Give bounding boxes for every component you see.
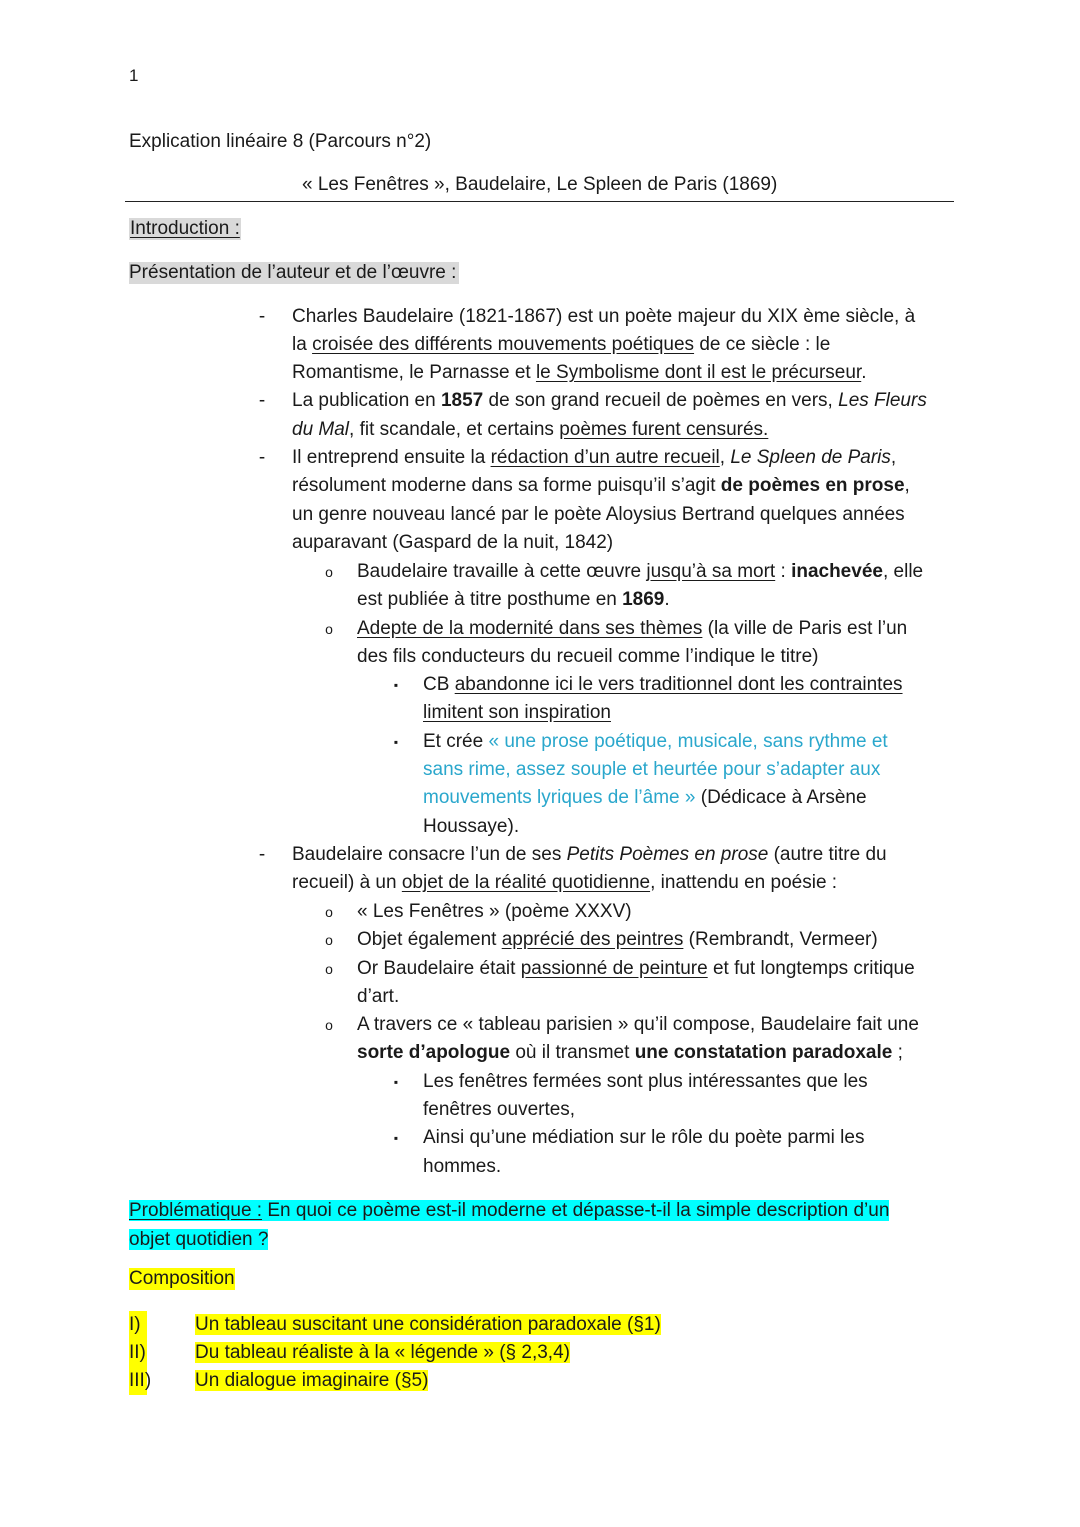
- list-item-line: Baudelaire travaille à cette œuvre jusqu’à sa mort : inachevée, elle: [357, 561, 924, 582]
- problematique-text: En quoi ce poème est-il moderne et dépasse-t-il la simple description d’un: [262, 1200, 890, 1221]
- list-item-line: Objet également apprécié des peintres (Rembrandt, Vermeer): [357, 929, 878, 950]
- list-item-line: Or Baudelaire était passionné de peinture et fut longtemps critique: [357, 958, 915, 979]
- list-item-line: du Mal, fit scandale, et certains poèmes furent censurés.: [292, 419, 769, 440]
- list-item-line: sorte d’apologue où il transmet une constatation paradoxale ;: [357, 1042, 903, 1063]
- dash-bullet: -: [258, 844, 266, 865]
- composition-heading: Composition: [129, 1268, 235, 1289]
- dash-bullet: -: [258, 390, 266, 411]
- circle-bullet: o: [325, 932, 333, 948]
- list-item-line: Adepte de la modernité dans ses thèmes (la ville de Paris est l’un: [357, 618, 908, 639]
- quote-line: sans rime, assez souple et heurtée pour s’adapter aux: [423, 759, 881, 780]
- list-item-line: est publiée à titre posthume en 1869.: [357, 589, 670, 610]
- list-item-line: Charles Baudelaire (1821-1867) est un poète majeur du XIX ème siècle, à: [292, 306, 916, 327]
- list-item-line: recueil) à un objet de la réalité quotidienne, inattendu en poésie :: [292, 872, 838, 893]
- presentation-heading: Présentation de l’auteur et de l’œuvre :: [129, 262, 459, 284]
- dash-bullet: -: [258, 306, 266, 327]
- list-item-line: résolument moderne dans sa forme puisqu’il s’agit de poèmes en prose,: [292, 475, 910, 496]
- list-item-line: d’art.: [357, 986, 400, 1007]
- square-bullet: ▪: [393, 735, 399, 749]
- list-item-line: Et crée « une prose poétique, musicale, sans rythme et: [423, 731, 888, 752]
- list-item-line: des fils conducteurs du recueil comme l’indique le titre): [357, 646, 819, 667]
- document-subtitle: « Les Fenêtres », Baudelaire, Le Spleen de Paris (1869): [302, 174, 778, 195]
- circle-bullet: o: [325, 961, 333, 977]
- square-bullet: ▪: [393, 1131, 399, 1145]
- list-item-line: Romantisme, le Parnasse et le Symbolisme dont il est le précurseur.: [292, 362, 867, 383]
- composition-item: II) Du tableau réaliste à la « légende » (§ 2,3,4): [129, 1339, 570, 1367]
- list-item-line: La publication en 1857 de son grand recueil de poèmes en vers, Les Fleurs: [292, 390, 927, 411]
- list-item-line: « Les Fenêtres » (poème XXXV): [357, 901, 632, 922]
- dash-bullet: -: [258, 447, 266, 468]
- list-item-line: Les fenêtres fermées sont plus intéressantes que les: [423, 1071, 868, 1092]
- list-item-line: la croisée des différents mouvements poétiques de ce siècle : le: [292, 334, 831, 355]
- problematique-label: Problématique :: [129, 1200, 263, 1221]
- circle-bullet: o: [325, 1017, 333, 1033]
- list-item-line: hommes.: [423, 1156, 502, 1177]
- list-item-line: auparavant (Gaspard de la nuit, 1842): [292, 532, 614, 553]
- list-item-line: CB abandonne ici le vers traditionnel dont les contraintes: [423, 674, 903, 695]
- square-bullet: ▪: [393, 678, 399, 692]
- circle-bullet: o: [325, 564, 333, 580]
- list-item-line: Baudelaire consacre l’un de ses Petits Poèmes en prose (autre titre du: [292, 844, 887, 865]
- document-title: Explication linéaire 8 (Parcours n°2): [129, 131, 432, 152]
- list-item-line: un genre nouveau lancé par le poète Aloysius Bertrand quelques années: [292, 504, 905, 525]
- composition-item: III) Un dialogue imaginaire (§5): [129, 1367, 428, 1395]
- problematique-text-end: objet quotidien ?: [129, 1229, 269, 1250]
- title-divider: [125, 201, 954, 202]
- circle-bullet: o: [325, 904, 333, 920]
- list-item-line: fenêtres ouvertes,: [423, 1099, 576, 1120]
- composition-item: I) Un tableau suscitant une considération paradoxale (§1): [129, 1311, 661, 1339]
- circle-bullet: o: [325, 621, 333, 637]
- list-item-line: Houssaye).: [423, 816, 520, 837]
- problematique: [129, 1196, 939, 1254]
- list-item-line: Ainsi qu’une médiation sur le rôle du poète parmi les: [423, 1127, 865, 1148]
- page-number: 1: [129, 66, 139, 85]
- list-item-line: limitent son inspiration: [423, 702, 611, 723]
- list-item-line: mouvements lyriques de l’âme » (Dédicace à Arsène: [423, 787, 867, 808]
- list-item-line: Il entreprend ensuite la rédaction d’un autre recueil, Le Spleen de Paris,: [292, 447, 897, 468]
- introduction-heading: Introduction :: [130, 218, 240, 239]
- square-bullet: ▪: [393, 1075, 399, 1089]
- list-item-line: A travers ce « tableau parisien » qu’il compose, Baudelaire fait une: [357, 1014, 919, 1035]
